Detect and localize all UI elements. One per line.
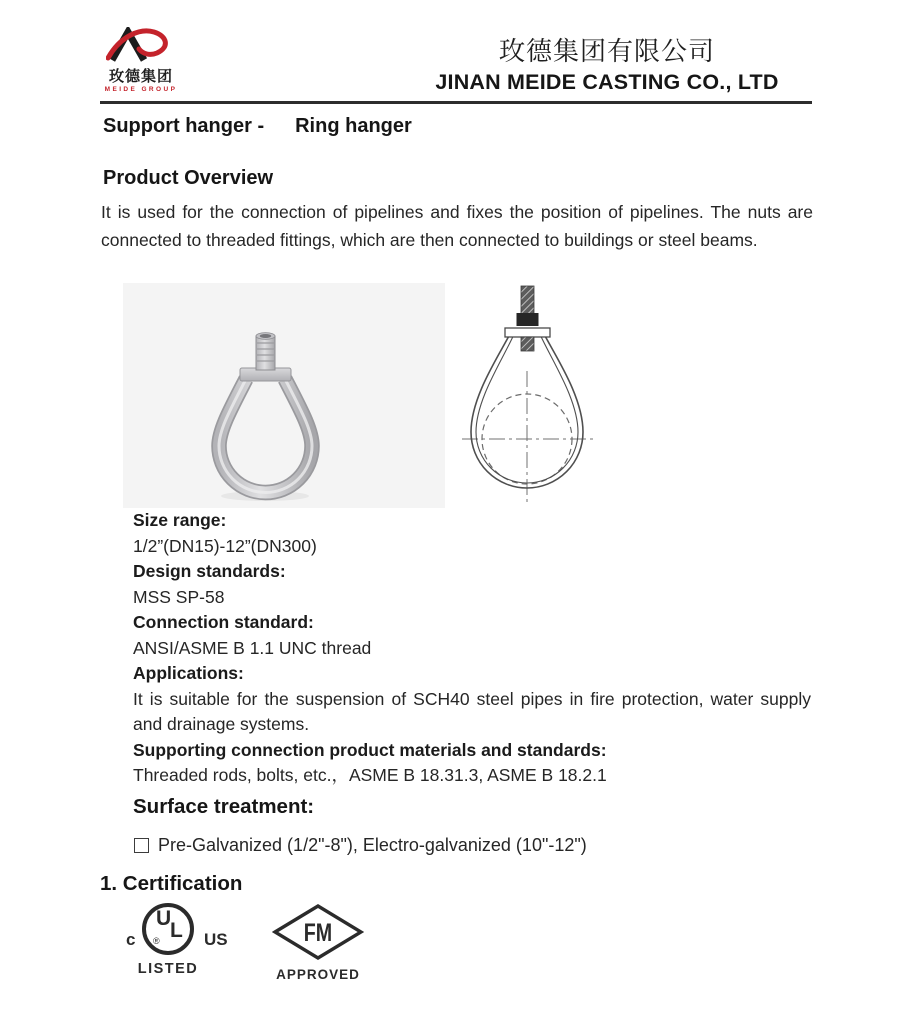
company-name-en: JINAN MEIDE CASTING CO., LTD	[435, 70, 779, 94]
page-title-product: Ring hanger	[295, 115, 412, 137]
fm-text: FM	[303, 918, 333, 947]
fm-approved-caption: APPROVED	[276, 967, 360, 982]
ul-listed-caption: LISTED	[137, 961, 199, 977]
registered-symbol: ®	[153, 936, 160, 946]
spec-value: It is suitable for the suspension of SCH40 steel pipes in fire protection, water supply and drainage systems.	[133, 688, 811, 734]
overview-body: It is used for the connection of pipelines and fixes the position of pipelines. The nuts are connected to threaded fittings, which are then connected to buildings or steel beams.	[101, 202, 813, 250]
ul-letter-l: L	[170, 919, 183, 942]
spec-item-design	[133, 559, 811, 610]
checkbox-unchecked-icon	[134, 838, 149, 853]
spec-value: 1/2”(DN15)-12”(DN300)	[133, 535, 317, 556]
ul-suffix-us: US	[204, 930, 228, 949]
ul-letter-u: U	[156, 907, 172, 930]
spec-item-supporting	[133, 738, 811, 789]
spec-item-applications	[133, 661, 811, 738]
spec-label: Applications:	[133, 663, 244, 683]
spec-label: Design standards:	[133, 561, 286, 581]
ul-prefix-c: c	[126, 930, 136, 949]
meide-logo-cn-label: 玫德集团	[108, 68, 173, 85]
company-name-cn: 玫德集团有限公司	[498, 36, 715, 66]
ring-hanger-drawing	[452, 283, 787, 508]
surface-option-label: Pre-Galvanized (1/2"-8"), Electro-galvanized (10"-12")	[158, 835, 587, 855]
meide-logo	[102, 27, 180, 94]
page-title-category: Support hanger -	[103, 115, 265, 137]
overview-heading: Product Overview	[103, 167, 274, 189]
ring-hanger-drawing-image	[452, 283, 787, 508]
ul-listed-mark	[126, 903, 242, 981]
company-header	[372, 36, 842, 96]
header-divider	[100, 101, 812, 104]
spec-item-connection	[133, 610, 811, 661]
surface-treatment-option	[134, 835, 587, 856]
certification-logos	[126, 903, 366, 982]
meide-logo-mark-icon	[106, 27, 176, 63]
spec-item-size	[133, 508, 811, 559]
ring-hanger-photo	[123, 283, 445, 508]
spec-label: Size range:	[133, 510, 227, 530]
page-title	[103, 115, 412, 138]
spec-value: Threaded rods, bolts, etc.，ASME B 18.31.3, ASME B 18.2.1	[133, 765, 607, 785]
fm-diamond-icon	[272, 903, 364, 961]
ul-circle-icon	[142, 903, 194, 955]
fm-approved-mark	[270, 903, 366, 982]
ring-hanger-photo-image	[123, 283, 445, 508]
certification-heading: 1. Certification	[100, 872, 243, 895]
surface-treatment-heading: Surface treatment:	[133, 795, 315, 818]
spec-value: MSS SP-58	[133, 586, 225, 607]
spec-value: ANSI/ASME B 1.1 UNC thread	[133, 637, 372, 658]
spec-label: Supporting connection product materials and standards:	[133, 739, 607, 760]
meide-logo-en-label: MEIDE GROUP	[104, 86, 178, 93]
spec-label: Connection standard:	[133, 612, 314, 632]
spec-list	[133, 508, 811, 789]
